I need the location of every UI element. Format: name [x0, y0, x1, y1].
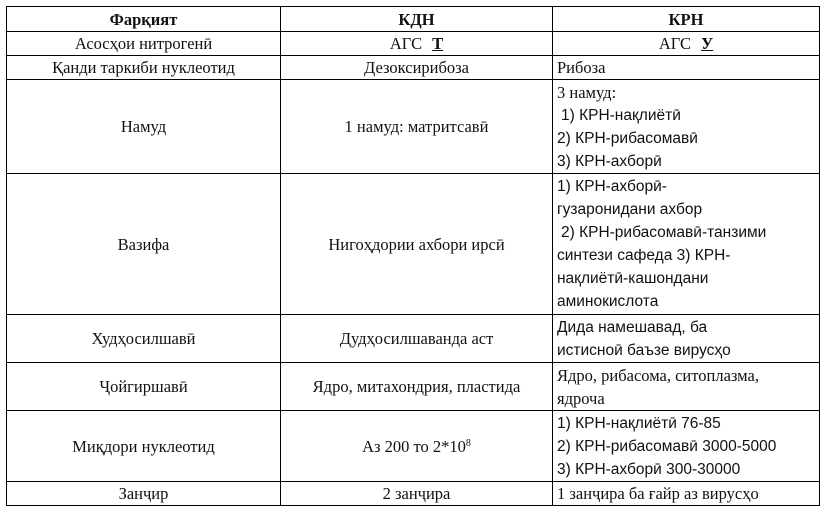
label-sugar: Қанди таркиби нуклеотид [7, 56, 281, 80]
header-row [7, 7, 820, 32]
dna-count-text: Аз 200 то 2*10 [362, 436, 466, 456]
rna-function-line: аминокислота [557, 293, 659, 310]
row-types [7, 80, 820, 174]
dna-rna-comparison-table [6, 6, 820, 506]
dna-bases-text: АГС [389, 34, 423, 53]
rna-count-line: 1) КРН-нақлиётӣ 76-85 [557, 414, 721, 432]
label-function: Вазифа [7, 174, 281, 315]
rna-types-line: 3) КРН-ахборӣ [557, 152, 662, 170]
row-replication [7, 315, 820, 363]
rna-function-line: 2) КРН-рибасомавӣ-танзими [561, 224, 767, 241]
dna-types: 1 намуд: матритсавӣ [281, 80, 553, 174]
rna-count-line: 3) КРН-ахборӣ 300-30000 [557, 460, 741, 478]
rna-replication-line: Дида намешавад, ба [557, 318, 708, 336]
rna-types-line: 1) КРН-нақлиётӣ [561, 106, 681, 124]
row-chain [7, 482, 820, 506]
dna-unique-base: Т [432, 34, 444, 53]
label-bases: Асосҳои нитрогенӣ [7, 32, 281, 56]
rna-chain: 1 занҷира ба ғайр аз вирусҳо [553, 482, 820, 506]
row-bases [7, 32, 820, 56]
comparison-table-wrapper [6, 6, 820, 506]
dna-bases [281, 32, 553, 56]
label-types: Намуд [7, 80, 281, 174]
rna-function-line: синтези сафеда 3) КРН- [557, 247, 731, 264]
rna-bases [553, 32, 820, 56]
label-chain: Занҷир [7, 482, 281, 506]
rna-location-line: Ядро, рибасома, ситоплазма, [557, 365, 759, 385]
dna-replication: Дудҳосилшаванда аст [281, 315, 553, 363]
header-dna: КДН [281, 7, 553, 32]
rna-location-line: ядроча [557, 388, 605, 408]
rna-sugar: Рибоза [553, 56, 820, 80]
rna-count [553, 411, 820, 482]
row-location [7, 363, 820, 411]
dna-sugar: Дезоксирибоза [281, 56, 553, 80]
dna-count [281, 411, 553, 482]
dna-chain: 2 занҷира [281, 482, 553, 506]
row-count [7, 411, 820, 482]
rna-function-line: гузаронидани ахбор [557, 201, 703, 218]
rna-location [553, 363, 820, 411]
label-count: Миқдори нуклеотид [7, 411, 281, 482]
dna-location: Ядро, митахондрия, пластида [281, 363, 553, 411]
row-sugar [7, 56, 820, 80]
rna-types-line: 3 намуд: [557, 82, 617, 102]
header-difference: Фарқият [7, 7, 281, 32]
header-rna: КРН [553, 7, 820, 32]
dna-function: Нигоҳдории ахбори ирсӣ [281, 174, 553, 315]
rna-count-line: 2) КРН-рибасомавӣ 3000-5000 [557, 437, 777, 455]
rna-function-line: 1) КРН-ахборӣ- [557, 178, 667, 195]
rna-replication [553, 315, 820, 363]
rna-replication-line: истисноӣ баъзе вирусҳо [557, 341, 731, 359]
row-function [7, 174, 820, 315]
label-replication: Худҳосилшавӣ [7, 315, 281, 363]
dna-count-exponent: 8 [465, 437, 471, 449]
rna-types-line: 2) КРН-рибасомавӣ [557, 129, 698, 147]
rna-function [553, 174, 820, 315]
rna-types [553, 80, 820, 174]
rna-bases-text: АГС [658, 34, 692, 53]
rna-unique-base: У [701, 34, 714, 53]
label-location: Ҷойгиршавӣ [7, 363, 281, 411]
rna-function-line: нақлиётӣ-кашондани [557, 270, 709, 287]
